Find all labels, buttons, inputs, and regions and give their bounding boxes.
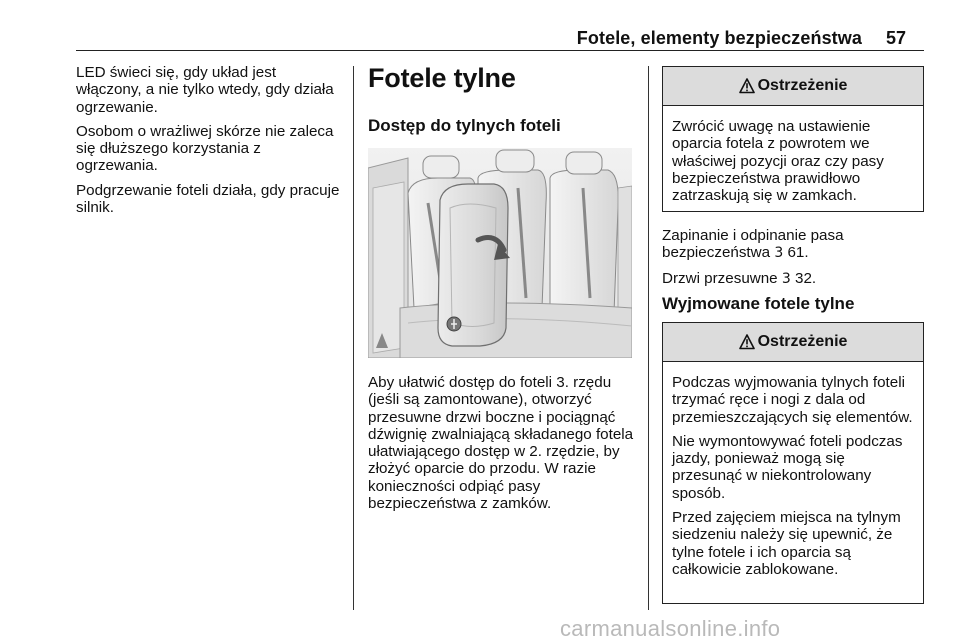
- warning-body: [663, 106, 923, 217]
- reference-page: 32.: [795, 269, 817, 287]
- paragraph: LED świeci się, gdy układ jest włączony, a nie tylko wtedy, gdy działa ogrzewanie.: [76, 64, 334, 116]
- column-1: [76, 64, 340, 223]
- warning-text: Nie wymontowywać foteli podczas jazdy, ponieważ mogą się przesunąć w niekontrolowany sposób.: [672, 432, 903, 502]
- rear-seats-access-illustration: [368, 148, 632, 358]
- reference-text: Zapinanie i odpinanie pasa bezpieczeństwa: [662, 227, 844, 262]
- reference-page: 61.: [787, 244, 809, 262]
- cross-reference: [662, 270, 924, 288]
- warning-body: [663, 362, 923, 591]
- warning-label: Ostrzeżenie: [757, 333, 848, 350]
- paragraph: Podgrzewanie foteli działa, gdy pracuje silnik.: [76, 181, 340, 217]
- warning-text: Przed zajęciem miejsca na tylnym siedzeniu należy się upewnić, że tylne fotele i ich oparcia są całkowicie zablokowane.: [672, 509, 901, 578]
- warning-header: [663, 67, 923, 106]
- section-heading: Fotele tylne: [368, 63, 516, 93]
- watermark: carmanualsonline.info: [560, 616, 781, 641]
- subsection-heading: Dostęp do tylnych foteli: [368, 116, 561, 135]
- page-number: 57: [886, 28, 907, 48]
- warning-text: Podczas wyjmowania tylnych foteli trzymać ręce i nogi z dala od przemieszczających się elementów.: [672, 374, 913, 426]
- page-header-title: Fotele, elementy bezpieczeństwa: [576, 28, 862, 48]
- column-2: [368, 62, 634, 136]
- warning-label: Ostrzeżenie: [757, 77, 848, 94]
- warning-box: [662, 66, 924, 212]
- warning-triangle-icon: [739, 334, 755, 350]
- subsection-heading: Wyjmowane fotele tylne: [662, 294, 855, 313]
- paragraph: Aby ułatwić dostęp do foteli 3. rzędu (jeśli są zamontowane), otworzyć przesuwne drzwi boczne i pociągnąć dźwignię zwalniającą składanego fotela ułatwiającego dostęp w 2. rzędzie, by złożyć oparcie do przodu. W razie konieczności odpiąć pasy bezpieczeństwa z zamków.: [368, 374, 634, 513]
- paragraph: Osobom o wrażliwej skórze nie zaleca się dłuższego korzystania z ogrzewania.: [76, 122, 334, 175]
- reference-text: Drzwi przesuwne: [662, 269, 778, 287]
- column-divider-right: [648, 66, 649, 610]
- page-reference-arrow-icon: 3: [774, 245, 784, 262]
- cross-reference: [662, 227, 924, 263]
- column-divider-left: [353, 66, 354, 610]
- warning-text: Zwrócić uwagę na ustawienie oparcia fotela z powrotem we właściwej pozycji oraz czy pasy bezpieczeństwa prawidłowo zatrzaskują się w zamkach.: [672, 118, 884, 205]
- warning-header: [663, 323, 923, 362]
- warning-box: [662, 322, 924, 604]
- warning-triangle-icon: [739, 78, 755, 94]
- page-reference-arrow-icon: 3: [781, 270, 791, 287]
- header-divider: [76, 50, 924, 51]
- cross-references: [662, 227, 924, 295]
- column-2-text: [368, 374, 634, 519]
